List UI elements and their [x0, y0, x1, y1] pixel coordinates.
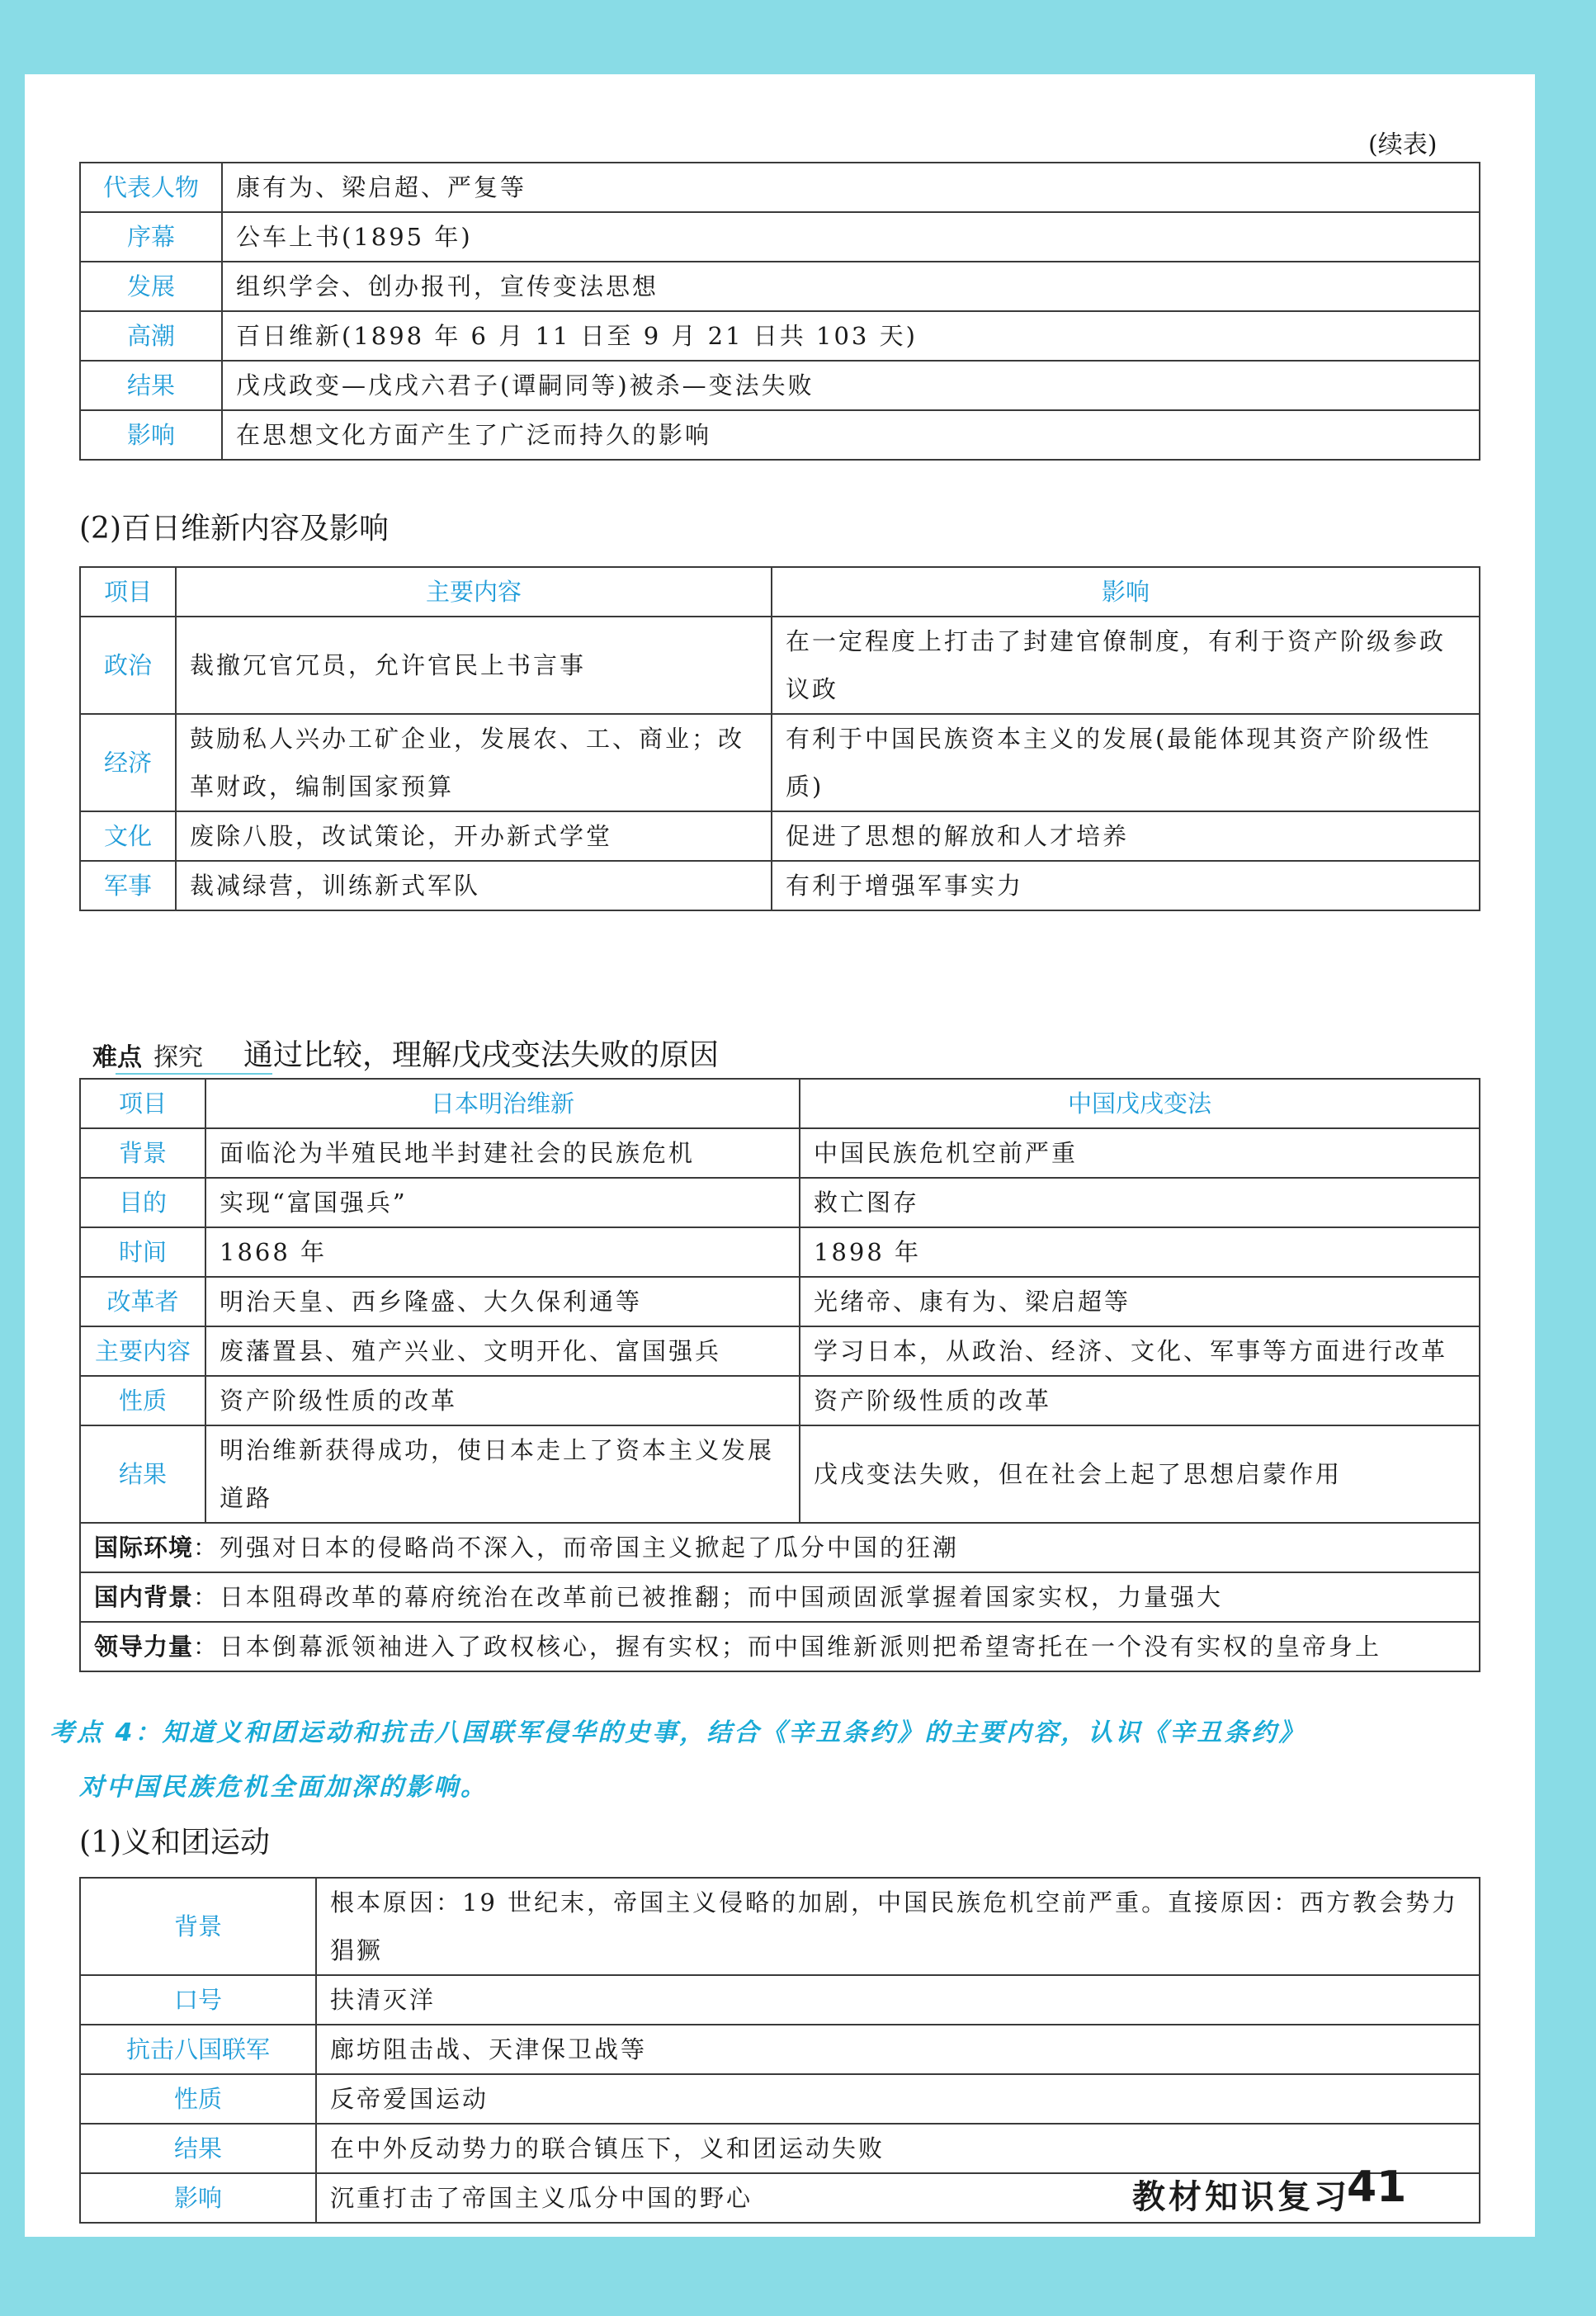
row-japan: 面临沦为半殖民地半封建社会的民族危机	[205, 1128, 800, 1178]
row-label: 结果	[80, 2124, 316, 2173]
row-content: 废除八股，改试策论，开办新式学堂	[176, 811, 772, 861]
row-japan: 明治维新获得成功，使日本走上了资本主义发展道路	[205, 1425, 800, 1523]
header-japan: 日本明治维新	[205, 1079, 800, 1128]
table-row	[80, 1178, 1480, 1227]
row-japan: 废藩置县、殖产兴业、文明开化、富国强兵	[205, 1326, 800, 1376]
row-label: 影响	[80, 2173, 316, 2223]
table-row	[80, 714, 1480, 811]
row-china: 1898 年	[800, 1227, 1480, 1277]
table-row	[80, 1975, 1480, 2025]
table-row	[80, 410, 1480, 460]
row-label: 背景	[80, 1878, 316, 1975]
section-title-reform-content: (2)百日维新内容及影响	[79, 512, 389, 546]
row-impact: 有利于增强军事实力	[772, 861, 1480, 910]
row-text: 百日维新(1898 年 6 月 11 日至 9 月 21 日共 103 天)	[222, 311, 1480, 361]
row-text: 公车上书(1895 年)	[222, 212, 1480, 262]
table-row	[80, 1376, 1480, 1425]
page-number: 41	[1347, 2162, 1407, 2212]
row-label: 影响	[80, 410, 222, 460]
document-page	[25, 74, 1535, 2237]
summary-row	[80, 1622, 1480, 1671]
row-content: 裁撤冗官冗员，允许官民上书言事	[176, 617, 772, 714]
row-label: 经济	[80, 714, 176, 811]
row-text: 沉重打击了帝国主义瓜分中国的野心	[316, 2173, 1480, 2223]
table-row	[80, 212, 1480, 262]
table-row	[80, 1227, 1480, 1277]
nandian-tag: 难点	[92, 1043, 142, 1072]
table-row	[80, 617, 1480, 714]
kaodian-line-1: 考点 4：知道义和团运动和抗击八国联军侵华的史事，结合《辛丑条约》的主要内容，认识《辛丑条约》	[50, 1718, 1306, 1747]
table-row	[80, 811, 1480, 861]
table-row	[80, 1878, 1480, 1975]
summary-heading: 领导力量	[94, 1633, 194, 1661]
table-row	[80, 861, 1480, 910]
reform-content-table	[79, 566, 1480, 911]
row-japan: 1868 年	[205, 1227, 800, 1277]
row-label: 性质	[80, 2074, 316, 2124]
table-row	[80, 1326, 1480, 1376]
summary-row	[80, 1523, 1480, 1572]
row-text: 扶清灭洋	[316, 1975, 1480, 2025]
row-text: 反帝爱国运动	[316, 2074, 1480, 2124]
summary-text: ：日本倒幕派领袖进入了政权核心，握有实权；而中国维新派则把希望寄托在一个没有实权的皇帝身上	[193, 1633, 1382, 1661]
header-item: 项目	[80, 1079, 205, 1128]
row-china: 学习日本，从政治、经济、文化、军事等方面进行改革	[800, 1326, 1480, 1376]
row-label: 政治	[80, 617, 176, 714]
footer-title: 教材知识复习	[1132, 2178, 1350, 2216]
reform-overview-table	[79, 162, 1480, 461]
row-label: 目的	[80, 1178, 205, 1227]
row-label: 文化	[80, 811, 176, 861]
table-row	[80, 2025, 1480, 2074]
row-label: 代表人物	[80, 163, 222, 212]
continued-label: (续表)	[1368, 130, 1438, 159]
kaodian-line-2: 对中国民族危机全面加深的影响。	[79, 1773, 488, 1802]
row-label: 口号	[80, 1975, 316, 2025]
row-impact: 有利于中国民族资本主义的发展(最能体现其资产阶级性质)	[772, 714, 1480, 811]
header-item: 项目	[80, 567, 176, 617]
table-row	[80, 2124, 1480, 2173]
summary-text: ：列强对日本的侵略尚不深入，而帝国主义掀起了瓜分中国的狂潮	[193, 1534, 960, 1562]
row-label: 时间	[80, 1227, 205, 1277]
nandian-subtag: 探究	[153, 1043, 203, 1072]
table-row	[80, 1425, 1480, 1523]
table-row	[80, 311, 1480, 361]
summary-row	[80, 1572, 1480, 1622]
comparison-table	[79, 1078, 1480, 1672]
table-row	[80, 1128, 1480, 1178]
row-japan: 资产阶级性质的改革	[205, 1376, 800, 1425]
row-label: 改革者	[80, 1277, 205, 1326]
row-text: 在中外反动势力的联合镇压下，义和团运动失败	[316, 2124, 1480, 2173]
header-content: 主要内容	[176, 567, 772, 617]
summary-text: ：日本阻碍改革的幕府统治在改革前已被推翻；而中国顽固派掌握着国家实权，力量强大	[193, 1583, 1224, 1611]
row-label: 序幕	[80, 212, 222, 262]
row-text: 在思想文化方面产生了广泛而持久的影响	[222, 410, 1480, 460]
row-text: 组织学会、创办报刊，宣传变法思想	[222, 262, 1480, 311]
row-content: 鼓励私人兴办工矿企业，发展农、工、商业；改革财政，编制国家预算	[176, 714, 772, 811]
row-impact: 促进了思想的解放和人才培养	[772, 811, 1480, 861]
row-text: 廊坊阻击战、天津保卫战等	[316, 2025, 1480, 2074]
row-label: 军事	[80, 861, 176, 910]
row-label: 抗击八国联军	[80, 2025, 316, 2074]
row-china: 戊戌变法失败，但在社会上起了思想启蒙作用	[800, 1425, 1480, 1523]
row-label: 高潮	[80, 311, 222, 361]
table-row	[80, 2074, 1480, 2124]
row-impact: 在一定程度上打击了封建官僚制度，有利于资产阶级参政议政	[772, 617, 1480, 714]
row-label: 背景	[80, 1128, 205, 1178]
row-china: 救亡图存	[800, 1178, 1480, 1227]
row-label: 性质	[80, 1376, 205, 1425]
table-row	[80, 262, 1480, 311]
table-header-row	[80, 1079, 1480, 1128]
row-china: 资产阶级性质的改革	[800, 1376, 1480, 1425]
table-row	[80, 361, 1480, 410]
row-text: 戊戌政变—戊戌六君子(谭嗣同等)被杀—变法失败	[222, 361, 1480, 410]
row-china: 中国民族危机空前严重	[800, 1128, 1480, 1178]
row-label: 结果	[80, 361, 222, 410]
row-japan: 实现“富国强兵”	[205, 1178, 800, 1227]
row-text: 康有为、梁启超、严复等	[222, 163, 1480, 212]
row-label: 主要内容	[80, 1326, 205, 1376]
table-row	[80, 1277, 1480, 1326]
row-label: 结果	[80, 1425, 205, 1523]
table-row	[80, 163, 1480, 212]
row-label: 发展	[80, 262, 222, 311]
header-impact: 影响	[772, 567, 1480, 617]
row-china: 光绪帝、康有为、梁启超等	[800, 1277, 1480, 1326]
table-header-row	[80, 567, 1480, 617]
row-content: 裁减绿营，训练新式军队	[176, 861, 772, 910]
summary-heading: 国际环境	[94, 1534, 194, 1562]
header-china: 中国戊戌变法	[800, 1079, 1480, 1128]
nandian-title: 通过比较，理解戊戌变法失败的原因	[243, 1038, 720, 1072]
row-text: 根本原因：19 世纪末，帝国主义侵略的加剧，中国民族危机空前严重。直接原因：西方教会势力猖獗	[316, 1878, 1480, 1975]
section-title-boxer: (1)义和团运动	[79, 1826, 270, 1860]
row-japan: 明治天皇、西乡隆盛、大久保利通等	[205, 1277, 800, 1326]
summary-heading: 国内背景	[94, 1583, 194, 1611]
